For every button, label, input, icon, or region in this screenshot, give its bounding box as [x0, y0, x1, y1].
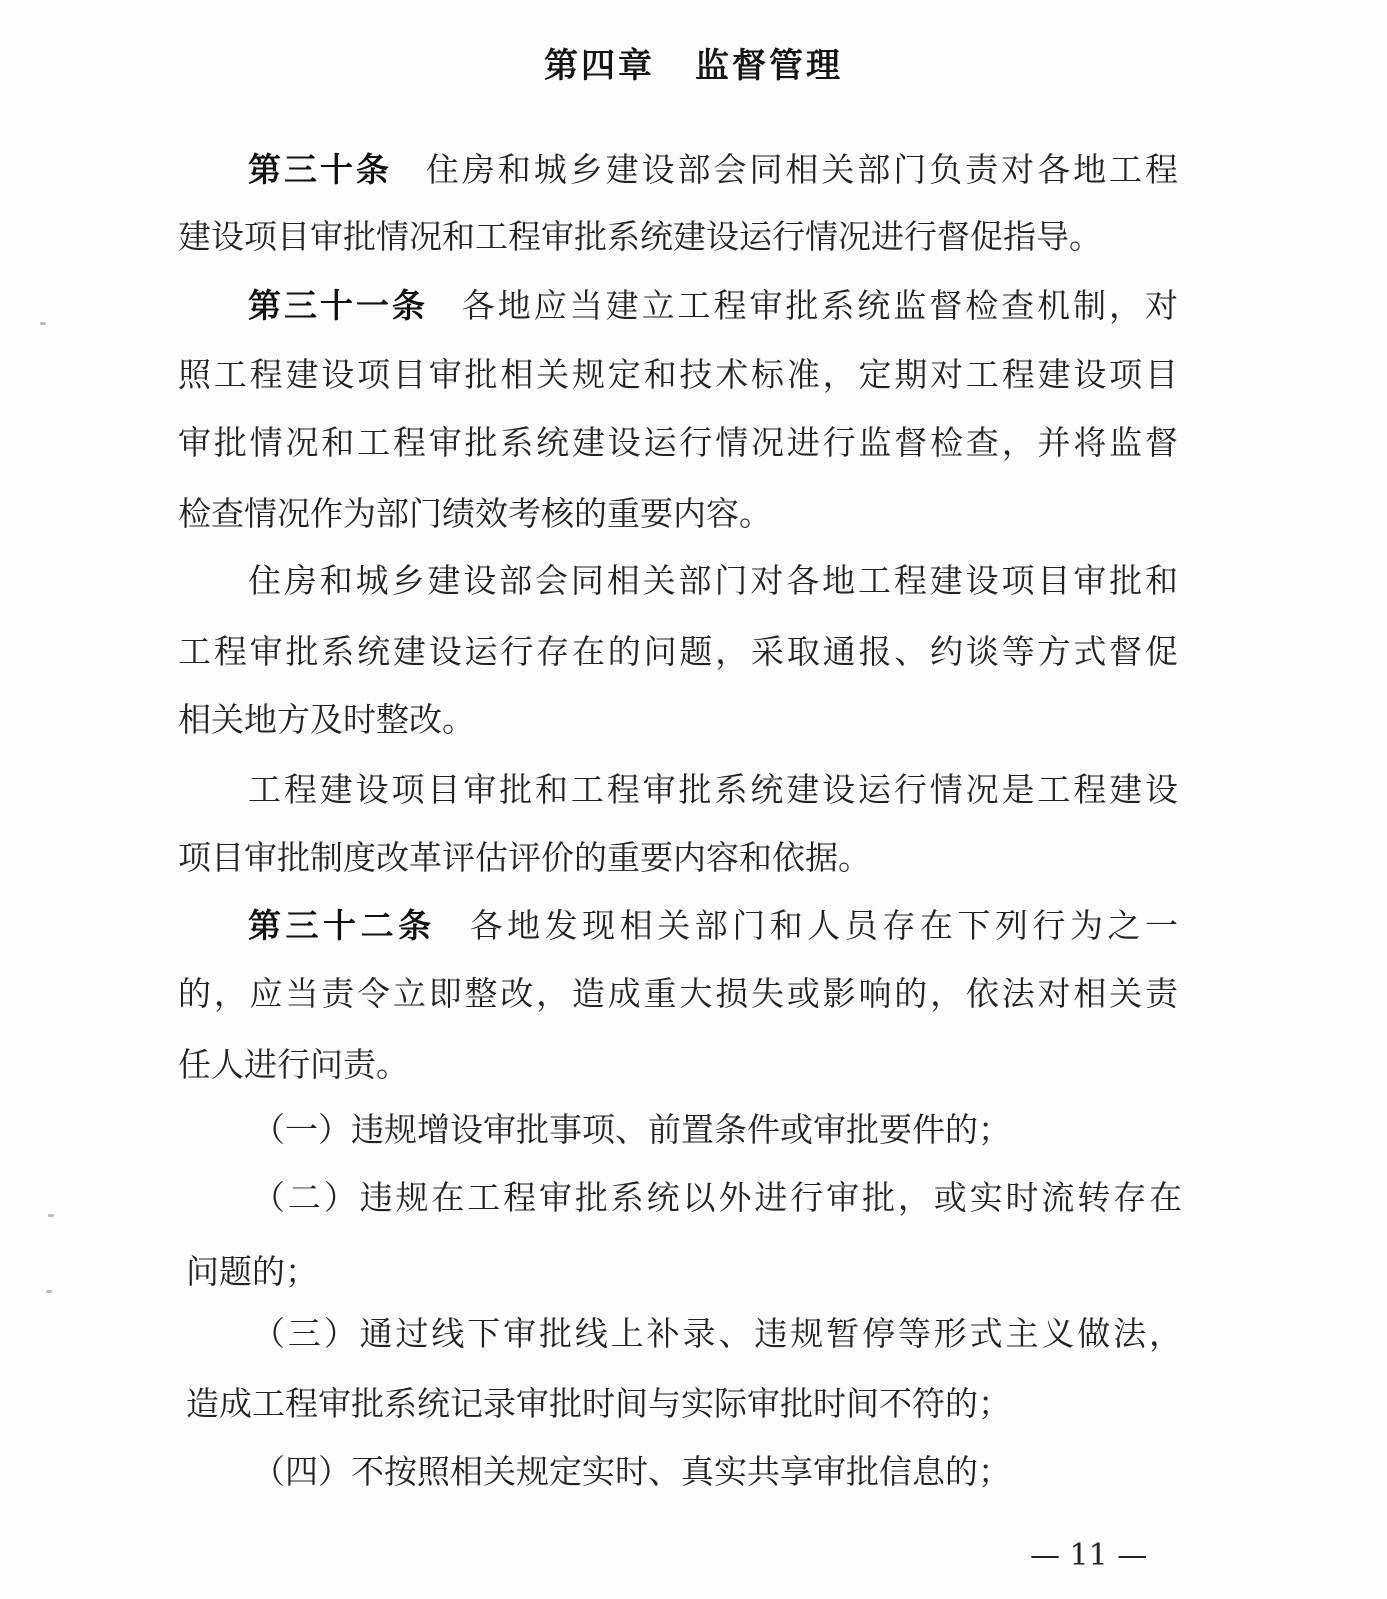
article-32-line-2: 的，应当责令立即整改，造成重大损失或影响的，依法对相关责 [178, 974, 1178, 1013]
list-item-2-line-2: 问题的； [186, 1252, 318, 1291]
article-32-line-3: 任人进行问责。 [178, 1045, 409, 1084]
scan-speck [40, 322, 46, 325]
article-30-line-1: 第三十条 住房和城乡建设部会同相关部门负责对各地工程 [248, 150, 1179, 189]
article-31-line-1: 第三十一条 各地应当建立工程审批系统监督检查机制，对 [248, 286, 1179, 325]
chapter-name: 监督管理 [695, 46, 843, 86]
scan-speck [48, 1214, 54, 1217]
article-31-line-3: 审批情况和工程审批系统建设运行情况进行监督检查，并将监督 [178, 423, 1178, 462]
list-item-3-line-2: 造成工程审批系统记录审批时间与实际审批时间不符的； [186, 1384, 1011, 1423]
article-31-label: 第三十一条 [248, 286, 428, 325]
article-32-line-1: 第三十二条 各地发现相关部门和人员存在下列行为之一 [248, 906, 1179, 945]
list-item-2-line-1: （二）违规在工程审批系统以外进行审批，或实时流转存在 [252, 1178, 1182, 1217]
article-30-line-2: 建设项目审批情况和工程审批系统建设运行情况进行督促指导。 [178, 217, 1102, 256]
article-31-line-2: 照工程建设项目审批相关规定和技术标准，定期对工程建设项目 [178, 355, 1178, 394]
article-31-para3-line-1: 工程建设项目审批和工程审批系统建设运行情况是工程建设 [248, 770, 1178, 809]
article-32-label: 第三十二条 [248, 906, 436, 945]
page-number: — 11 — [1030, 1538, 1148, 1573]
list-item-1: （一）违规增设审批事项、前置条件或审批要件的； [252, 1110, 1011, 1149]
article-30-label: 第三十条 [248, 150, 392, 189]
scan-speck [46, 1290, 52, 1293]
article-31-line-4: 检查情况作为部门绩效考核的重要内容。 [178, 494, 772, 533]
article-31-para2-line-1: 住房和城乡建设部会同相关部门对各地工程建设项目审批和 [248, 561, 1178, 600]
article-31-para2-line-2: 工程审批系统建设运行存在的问题，采取通报、约谈等方式督促 [178, 632, 1178, 671]
chapter-title [0, 38, 1387, 87]
article-31-para3-line-2: 项目审批制度改革评估评价的重要内容和依据。 [178, 838, 871, 877]
chapter-number: 第四章 [544, 46, 655, 86]
article-31-para2-line-3: 相关地方及时整改。 [178, 700, 475, 739]
list-item-3-line-1: （三）通过线下审批线上补录、违规暂停等形式主义做法， [252, 1314, 1182, 1353]
list-item-4: （四）不按照相关规定实时、真实共享审批信息的； [252, 1452, 1011, 1491]
